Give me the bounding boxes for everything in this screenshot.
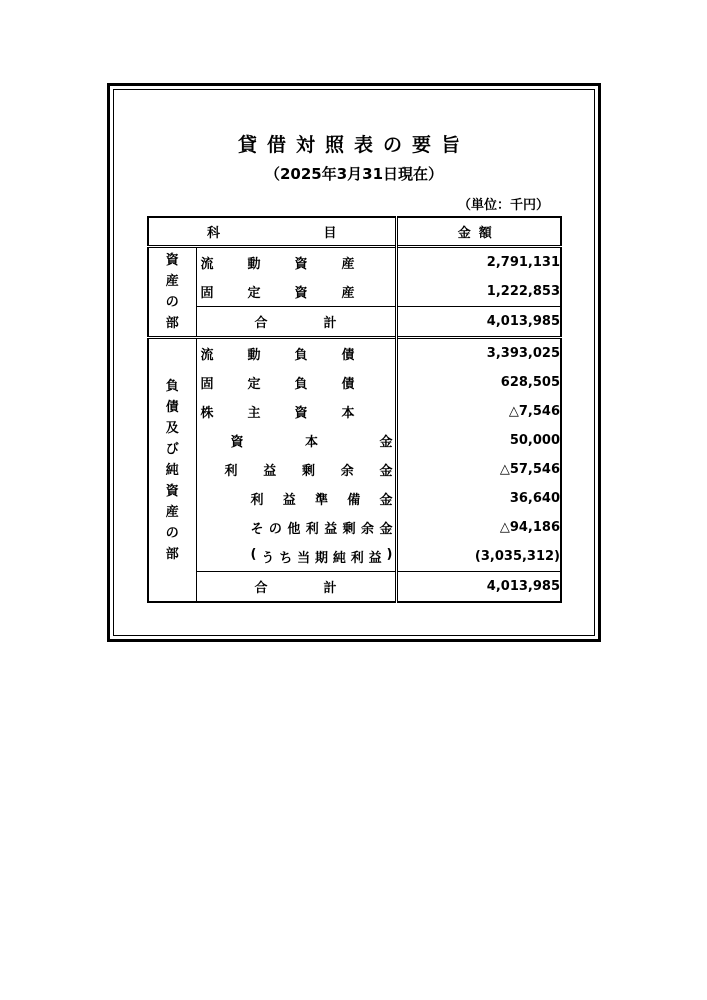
table-row — [148, 338, 561, 369]
table-row — [148, 247, 561, 278]
row-label — [196, 368, 396, 397]
label-char: 動 — [247, 257, 261, 272]
row-label — [196, 542, 396, 572]
row-label — [196, 426, 396, 455]
liabilities-section-text: 負債及び純資産の部 — [165, 378, 179, 562]
label-char: 主 — [247, 406, 261, 421]
table-row — [148, 277, 561, 307]
total-value: 4,013,985 — [396, 307, 561, 338]
label-char: 備 — [347, 493, 361, 508]
label-char: 固 — [200, 286, 214, 301]
label-char: 産 — [341, 257, 355, 272]
label-char: 産 — [341, 286, 355, 301]
label-char: 他 — [287, 522, 301, 537]
label-char: 準 — [314, 493, 328, 508]
label-char: 剰 — [342, 522, 356, 537]
label-char: 剰 — [301, 464, 315, 479]
label-char: 利 — [250, 493, 264, 508]
label-char: そ — [250, 522, 264, 537]
total-label — [196, 307, 396, 338]
document-title: 貸借対照表の要旨 — [237, 134, 470, 156]
label-char: 資 — [294, 257, 308, 272]
label-char: 流 — [200, 348, 214, 363]
total-label-1: 合 — [254, 316, 268, 331]
row-label — [196, 277, 396, 307]
label-char: 資 — [230, 435, 244, 450]
table-row — [148, 484, 561, 513]
label-char: 益 — [263, 464, 277, 479]
total-value: 4,013,985 — [396, 572, 561, 603]
label-char: 負 — [294, 377, 308, 392]
label-char: ( — [250, 547, 257, 562]
label-char: 益 — [282, 493, 296, 508]
label-char: 負 — [294, 348, 308, 363]
table-row — [148, 397, 561, 426]
row-value: 36,640 — [396, 484, 561, 513]
assets-section-text: 資産の部 — [165, 253, 179, 331]
asset-label-0 — [197, 253, 395, 272]
label-char: 本 — [341, 406, 355, 421]
asset-label-1 — [197, 282, 395, 301]
subject-header-2: 目 — [323, 226, 337, 241]
label-char: 金 — [379, 493, 393, 508]
liab-label-5 — [197, 489, 395, 508]
row-value: △57,546 — [396, 455, 561, 484]
liabilities-section-label — [148, 338, 196, 603]
subject-header-1: 科 — [207, 226, 221, 241]
table-row — [148, 542, 561, 572]
liab-label-2 — [197, 402, 395, 421]
amount-header-text: 金額 — [457, 226, 500, 241]
label-char: 当 — [297, 551, 311, 566]
liab-label-0 — [197, 344, 395, 363]
row-label — [196, 513, 396, 542]
table-row — [148, 368, 561, 397]
table-row — [148, 513, 561, 542]
total-label-2: 計 — [323, 581, 337, 596]
table-header-row — [148, 217, 561, 247]
row-value: 2,791,131 — [396, 247, 561, 278]
row-value: 1,222,853 — [396, 277, 561, 307]
balance-sheet-table — [147, 216, 562, 603]
label-char: 益 — [368, 551, 382, 566]
table-row — [148, 426, 561, 455]
label-char: 動 — [247, 348, 261, 363]
label-char: 流 — [200, 257, 214, 272]
label-char: 本 — [304, 435, 318, 450]
liabilities-total-row — [148, 572, 561, 603]
label-char: ) — [386, 547, 393, 562]
subject-header — [148, 217, 396, 247]
row-value: △94,186 — [396, 513, 561, 542]
label-char: 益 — [324, 522, 338, 537]
liab-label-1 — [197, 373, 395, 392]
label-char: 期 — [314, 551, 328, 566]
label-char: 余 — [340, 464, 354, 479]
row-value: (3,035,312) — [396, 542, 561, 572]
assets-total-row — [148, 307, 561, 338]
assets-section-label — [148, 247, 196, 338]
row-label — [196, 247, 396, 278]
label-char: 利 — [350, 551, 364, 566]
total-label-2: 計 — [323, 316, 337, 331]
liab-label-4 — [197, 460, 395, 479]
total-label-1: 合 — [254, 581, 268, 596]
row-label — [196, 397, 396, 426]
row-label — [196, 338, 396, 369]
label-char: 債 — [341, 348, 355, 363]
row-value: 628,505 — [396, 368, 561, 397]
label-char: 金 — [379, 435, 393, 450]
liab-label-7 — [197, 547, 395, 566]
liab-label-3 — [197, 431, 395, 450]
label-char: う — [261, 551, 275, 566]
label-char: 利 — [305, 522, 319, 537]
label-char: 資 — [294, 286, 308, 301]
document-date: （2025年3月31日現在） — [264, 165, 444, 183]
liab-label-6 — [197, 518, 395, 537]
label-char: の — [268, 522, 282, 537]
row-value: △7,546 — [396, 397, 561, 426]
label-char: 金 — [379, 522, 393, 537]
label-char: 金 — [379, 464, 393, 479]
unit-label: （単位：千円） — [457, 198, 549, 213]
row-label — [196, 484, 396, 513]
row-label — [196, 455, 396, 484]
label-char: 余 — [361, 522, 375, 537]
label-char: 利 — [224, 464, 238, 479]
label-char: 定 — [247, 377, 261, 392]
row-value: 3,393,025 — [396, 338, 561, 369]
label-char: ち — [279, 551, 293, 566]
row-value: 50,000 — [396, 426, 561, 455]
amount-header — [396, 217, 561, 247]
label-char: 株 — [200, 406, 214, 421]
label-char: 資 — [294, 406, 308, 421]
label-char: 純 — [332, 551, 346, 566]
label-char: 債 — [341, 377, 355, 392]
label-char: 固 — [200, 377, 214, 392]
label-char: 定 — [247, 286, 261, 301]
total-label — [196, 572, 396, 603]
table-row — [148, 455, 561, 484]
